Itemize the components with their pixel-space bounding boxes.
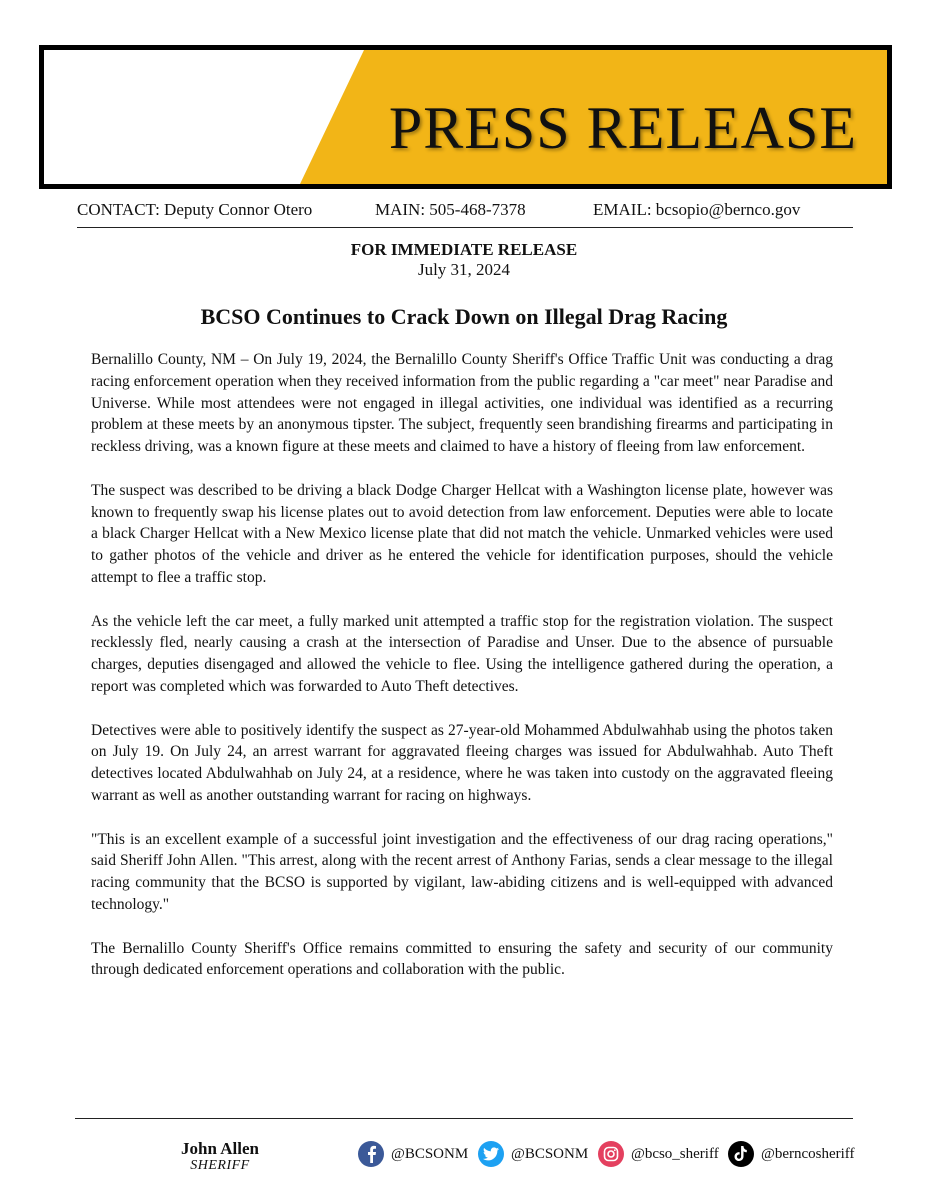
facebook-handle: @BCSONM [391,1145,469,1162]
sheriff-title: SHERIFF [190,1158,250,1173]
press-release-banner [39,45,892,189]
banner-title: PRESS RELEASE [388,95,857,161]
paragraph: The Bernalillo County Sheriff's Office remains committed to ensuring the safety and security of our community through dedicated enforcement operations and collaboration with the public. [91,939,833,979]
twitter-icon [478,1141,504,1167]
tiktok-handle: @berncosheriff [761,1145,855,1162]
paragraph: As the vehicle left the car meet, a fully marked unit attempted a traffic stop for the registration violation. The suspect recklessly fled, nearly causing a crash at the intersection of Paradise and Unser. Due to the absence of pursuable charges, deputies disengaged and allowed the vehicle to flee. Using the intelligence gathered during the operation, a report was completed which was forwarded to Auto Theft detectives. [91,612,833,695]
facebook-icon [358,1141,384,1167]
contact-email: EMAIL: bcsopio@bernco.gov [593,200,801,219]
sheriff-name: John Allen [181,1139,259,1158]
article-body [91,349,833,1003]
contact-bar [77,198,853,228]
social-twitter[interactable] [478,1140,588,1168]
social-facebook[interactable] [358,1140,468,1168]
social-tiktok[interactable] [728,1140,855,1168]
twitter-handle: @BCSONM [511,1145,589,1162]
paragraph: Bernalillo County, NM – On July 19, 2024, the Bernalillo County Sheriff's Office Traffic Unit was conducting a drag racing enforcement operation when they received information from the public regarding a "car meet" near Paradise and Universe. While most attendees were not engaged in illegal activities, one individual was identified as a recurring problem at these meets by an anonymous tipster. The subject, frequently seen brandishing firearms and participating in reckless driving, was a known figure at these meets and claimed to have a history of fleeing from law enforcement. [91,351,833,456]
instagram-icon [598,1141,624,1167]
contact-name: CONTACT: Deputy Connor Otero [77,200,313,219]
paragraph: The suspect was described to be driving a black Dodge Charger Hellcat with a Washington license plate, however was known to frequently swap his license plates out to avoid detection from law enforcement. Deputies were able to locate a black Charger Hellcat with a New Mexico license plate that did not match the vehicle. Unmarked vehicles were used to gather photos of the vehicle and driver as he entered the vehicle for identification purposes, should the vehicle attempt to flee a traffic stop. [91,481,833,586]
footer-divider [75,1118,853,1119]
release-label: FOR IMMEDIATE RELEASE [350,240,578,259]
release-date: July 31, 2024 [417,260,511,279]
headline: BCSO Continues to Crack Down on Illegal Drag Racing [200,304,728,329]
instagram-handle: @bcso_sheriff [631,1145,719,1162]
paragraph: "This is an excellent example of a successful joint investigation and the effectiveness of our drag racing operations," said Sheriff John Allen. "This arrest, along with the recent arrest of Anthony Farias, sends a clear message to the illegal racing community that the BCSO is supported by vigilant, law-abiding citizens and is well-equipped with advanced technology." [91,830,833,913]
tiktok-icon [728,1141,754,1167]
social-instagram[interactable] [598,1140,719,1168]
paragraph: Detectives were able to positively identify the suspect as 27-year-old Mohammed Abdulwahhab using the photos taken on July 19. On July 24, an arrest warrant for aggravated fleeing charges was issued for Abdulwahhab. Auto Theft detectives located Abdulwahhab on July 24, at a residence, where he was taken into custody on the aggravated fleeing warrant as well as another outstanding warrant for racing on highways. [91,721,833,804]
contact-main-phone: MAIN: 505-468-7378 [375,200,526,219]
